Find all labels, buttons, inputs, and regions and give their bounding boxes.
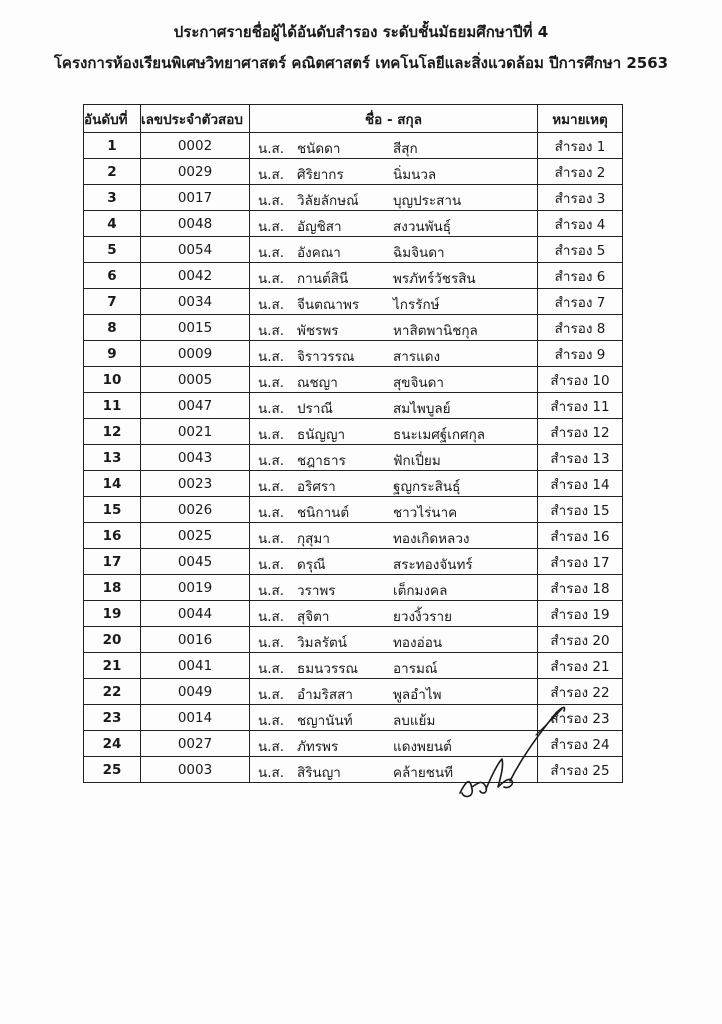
column-header-name: ชื่อ - สกุล <box>250 105 538 133</box>
title-prefix: น.ส. <box>258 661 285 677</box>
rank-cell: 7 <box>84 289 141 315</box>
rank-cell: 2 <box>84 159 141 185</box>
note-cell: สำรอง 22 <box>538 679 623 705</box>
last-name: ธนะเมศฐ์เกศกุล <box>393 427 486 443</box>
first-name: อังคณา <box>297 245 341 261</box>
title-prefix: น.ส. <box>258 635 285 651</box>
table-header-row <box>84 105 623 133</box>
exam-id-cell: 0003 <box>141 757 250 783</box>
rank-cell: 18 <box>84 575 141 601</box>
note-cell: สำรอง 17 <box>538 549 623 575</box>
table-row <box>84 627 623 653</box>
exam-id-cell: 0045 <box>141 549 250 575</box>
title-prefix: น.ส. <box>258 219 285 235</box>
rank-cell: 24 <box>84 731 141 757</box>
name-cell <box>250 419 538 445</box>
reserve-list-table <box>83 104 623 783</box>
name-cell <box>250 679 538 705</box>
rank-cell: 3 <box>84 185 141 211</box>
exam-id-cell: 0002 <box>141 133 250 159</box>
note-cell: สำรอง 5 <box>538 237 623 263</box>
name-cell <box>250 471 538 497</box>
note-cell: สำรอง 19 <box>538 601 623 627</box>
exam-id-cell: 0017 <box>141 185 250 211</box>
rank-cell: 16 <box>84 523 141 549</box>
table-row <box>84 731 623 757</box>
last-name: นิ่มนวล <box>393 167 437 183</box>
rank-cell: 5 <box>84 237 141 263</box>
last-name: หาสิตพานิชกุล <box>393 323 478 339</box>
table-row <box>84 185 623 211</box>
table-row <box>84 653 623 679</box>
note-cell: สำรอง 16 <box>538 523 623 549</box>
exam-id-cell: 0023 <box>141 471 250 497</box>
exam-id-cell: 0054 <box>141 237 250 263</box>
table-row <box>84 393 623 419</box>
first-name: ดรุณี <box>297 557 326 573</box>
first-name: จีนตณาพร <box>297 297 360 313</box>
note-cell: สำรอง 7 <box>538 289 623 315</box>
title-prefix: น.ส. <box>258 375 285 391</box>
rank-cell: 20 <box>84 627 141 653</box>
name-cell <box>250 133 538 159</box>
note-cell: สำรอง 8 <box>538 315 623 341</box>
last-name: ยวงงิ้วราย <box>393 609 452 625</box>
exam-id-cell: 0047 <box>141 393 250 419</box>
name-cell <box>250 445 538 471</box>
name-cell <box>250 159 538 185</box>
first-name: ณชญา <box>297 375 338 391</box>
name-cell <box>250 289 538 315</box>
exam-id-cell: 0015 <box>141 315 250 341</box>
name-cell <box>250 757 538 783</box>
table-row <box>84 757 623 783</box>
first-name: ชญานันท์ <box>297 713 353 729</box>
title-prefix: น.ส. <box>258 297 285 313</box>
note-cell: สำรอง 15 <box>538 497 623 523</box>
title-prefix: น.ส. <box>258 193 285 209</box>
table-row <box>84 211 623 237</box>
rank-cell: 8 <box>84 315 141 341</box>
name-cell <box>250 263 538 289</box>
table-row <box>84 341 623 367</box>
name-cell <box>250 211 538 237</box>
table-row <box>84 315 623 341</box>
note-cell: สำรอง 21 <box>538 653 623 679</box>
name-cell <box>250 705 538 731</box>
exam-id-cell: 0043 <box>141 445 250 471</box>
column-header-exam-id: เลขประจำตัวสอบ <box>141 105 250 133</box>
rank-cell: 6 <box>84 263 141 289</box>
note-cell: สำรอง 12 <box>538 419 623 445</box>
first-name: อำมริสสา <box>297 687 353 703</box>
rank-cell: 17 <box>84 549 141 575</box>
note-cell: สำรอง 14 <box>538 471 623 497</box>
title-prefix: น.ส. <box>258 531 285 547</box>
note-cell: สำรอง 10 <box>538 367 623 393</box>
name-cell <box>250 393 538 419</box>
exam-id-cell: 0044 <box>141 601 250 627</box>
first-name: ปราณี <box>297 401 333 417</box>
table-body <box>84 133 623 783</box>
table-row <box>84 497 623 523</box>
first-name: สิรินญา <box>297 765 341 781</box>
exam-id-cell: 0019 <box>141 575 250 601</box>
first-name: ภัทรพร <box>297 739 339 755</box>
title-prefix: น.ส. <box>258 271 285 287</box>
first-name: พัชรพร <box>297 323 339 339</box>
title-prefix: น.ส. <box>258 765 285 781</box>
title-prefix: น.ส. <box>258 713 285 729</box>
note-cell: สำรอง 6 <box>538 263 623 289</box>
first-name: ชนัดดา <box>297 141 341 157</box>
first-name: กานต์สินี <box>297 271 349 287</box>
name-cell <box>250 731 538 757</box>
note-cell: สำรอง 24 <box>538 731 623 757</box>
first-name: อริศรา <box>297 479 336 495</box>
note-cell: สำรอง 11 <box>538 393 623 419</box>
first-name: ชนิกานต์ <box>297 505 350 521</box>
name-cell <box>250 601 538 627</box>
title-prefix: น.ส. <box>258 583 285 599</box>
last-name: สระทองจันทร์ <box>393 557 473 573</box>
rank-cell: 15 <box>84 497 141 523</box>
title-prefix: น.ส. <box>258 505 285 521</box>
exam-id-cell: 0014 <box>141 705 250 731</box>
last-name: ไกรรักษ์ <box>393 297 440 313</box>
last-name: ชาวไร่นาค <box>393 505 458 521</box>
table-row <box>84 471 623 497</box>
table-row <box>84 549 623 575</box>
title-prefix: น.ส. <box>258 609 285 625</box>
exam-id-cell: 0041 <box>141 653 250 679</box>
table-row <box>84 289 623 315</box>
exam-id-cell: 0026 <box>141 497 250 523</box>
column-header-rank: อันดับที่ <box>84 105 141 133</box>
note-cell: สำรอง 2 <box>538 159 623 185</box>
rank-cell: 10 <box>84 367 141 393</box>
exam-id-cell: 0042 <box>141 263 250 289</box>
last-name: สีสุก <box>393 141 418 157</box>
first-name: อัญชิสา <box>297 219 342 235</box>
title-prefix: น.ส. <box>258 401 285 417</box>
note-cell: สำรอง 18 <box>538 575 623 601</box>
rank-cell: 19 <box>84 601 141 627</box>
name-cell <box>250 237 538 263</box>
announcement-title: ประกาศรายชื่อผู้ได้อันดับสำรอง ระดับชั้นมัธยมศึกษาปีที่ 4 <box>173 23 549 41</box>
name-cell <box>250 523 538 549</box>
table-row <box>84 133 623 159</box>
first-name: ธนัญญา <box>297 427 346 443</box>
first-name: จิราวรรณ <box>297 349 355 365</box>
title-prefix: น.ส. <box>258 479 285 495</box>
rank-cell: 9 <box>84 341 141 367</box>
first-name: กุสุมา <box>297 531 330 547</box>
note-cell: สำรอง 9 <box>538 341 623 367</box>
last-name: คล้ายชนที <box>393 765 454 781</box>
table-row <box>84 419 623 445</box>
last-name: พรภัทร์วัชรสิน <box>393 271 476 287</box>
table-row <box>84 601 623 627</box>
name-cell <box>250 341 538 367</box>
table-row <box>84 367 623 393</box>
name-cell <box>250 575 538 601</box>
table-row <box>84 159 623 185</box>
title-prefix: น.ส. <box>258 453 285 469</box>
rank-cell: 12 <box>84 419 141 445</box>
last-name: ลบแย้ม <box>393 713 436 729</box>
table-row <box>84 705 623 731</box>
exam-id-cell: 0021 <box>141 419 250 445</box>
name-cell <box>250 653 538 679</box>
last-name: ฉิมจินดา <box>393 245 445 261</box>
rank-cell: 14 <box>84 471 141 497</box>
exam-id-cell: 0027 <box>141 731 250 757</box>
title-prefix: น.ส. <box>258 739 285 755</box>
note-cell: สำรอง 3 <box>538 185 623 211</box>
first-name: วราพร <box>297 583 336 599</box>
table-row <box>84 237 623 263</box>
first-name: ชฎาธาร <box>297 453 346 469</box>
note-cell: สำรอง 23 <box>538 705 623 731</box>
first-name: วิลัยลักษณ์ <box>297 193 359 209</box>
note-cell: สำรอง 20 <box>538 627 623 653</box>
first-name: สุจิตา <box>297 609 330 625</box>
exam-id-cell: 0034 <box>141 289 250 315</box>
first-name: ธมนวรรณ <box>297 661 358 677</box>
table-row <box>84 679 623 705</box>
note-cell: สำรอง 4 <box>538 211 623 237</box>
table-row <box>84 575 623 601</box>
title-prefix: น.ส. <box>258 323 285 339</box>
rank-cell: 21 <box>84 653 141 679</box>
last-name: สุขจินดา <box>393 375 444 391</box>
name-cell <box>250 367 538 393</box>
last-name: ฐญกระสินธุ์ <box>393 479 461 495</box>
rank-cell: 1 <box>84 133 141 159</box>
last-name: อารมณ์ <box>393 661 438 677</box>
last-name: ทองอ่อน <box>393 635 443 651</box>
table-row <box>84 523 623 549</box>
table-row <box>84 263 623 289</box>
rank-cell: 4 <box>84 211 141 237</box>
note-cell: สำรอง 25 <box>538 757 623 783</box>
last-name: ฟักเปี่ยม <box>393 453 441 469</box>
rank-cell: 11 <box>84 393 141 419</box>
last-name: สมไพบูลย์ <box>393 401 451 417</box>
name-cell <box>250 627 538 653</box>
first-name: ศิริยากร <box>297 167 344 183</box>
name-cell <box>250 315 538 341</box>
exam-id-cell: 0029 <box>141 159 250 185</box>
note-cell: สำรอง 13 <box>538 445 623 471</box>
last-name: บุญประสาน <box>393 193 462 209</box>
last-name: สารแดง <box>393 349 441 365</box>
last-name: พูลอำไพ <box>393 687 442 703</box>
exam-id-cell: 0016 <box>141 627 250 653</box>
program-title: โครงการห้องเรียนพิเศษวิทยาศาสตร์ คณิตศาสตร์ เทคโนโลยีและสิ่งแวดล้อม ปีการศึกษา 2563 <box>53 54 669 72</box>
exam-id-cell: 0005 <box>141 367 250 393</box>
name-cell <box>250 549 538 575</box>
first-name: วิมลรัตน์ <box>297 635 347 651</box>
rank-cell: 22 <box>84 679 141 705</box>
exam-id-cell: 0025 <box>141 523 250 549</box>
exam-id-cell: 0048 <box>141 211 250 237</box>
title-prefix: น.ส. <box>258 245 285 261</box>
title-prefix: น.ส. <box>258 167 285 183</box>
last-name: เต็กมงคล <box>393 583 448 599</box>
title-prefix: น.ส. <box>258 349 285 365</box>
title-prefix: น.ส. <box>258 687 285 703</box>
name-cell <box>250 497 538 523</box>
name-cell <box>250 185 538 211</box>
table-row <box>84 445 623 471</box>
rank-cell: 13 <box>84 445 141 471</box>
rank-cell: 25 <box>84 757 141 783</box>
exam-id-cell: 0049 <box>141 679 250 705</box>
note-cell: สำรอง 1 <box>538 133 623 159</box>
last-name: สงวนพันธุ์ <box>393 219 452 235</box>
exam-id-cell: 0009 <box>141 341 250 367</box>
last-name: แดงพยนต์ <box>393 739 452 755</box>
title-prefix: น.ส. <box>258 141 285 157</box>
rank-cell: 23 <box>84 705 141 731</box>
column-header-note: หมายเหตุ <box>538 105 623 133</box>
last-name: ทองเกิดหลวง <box>393 531 470 547</box>
title-prefix: น.ส. <box>258 557 285 573</box>
title-prefix: น.ส. <box>258 427 285 443</box>
